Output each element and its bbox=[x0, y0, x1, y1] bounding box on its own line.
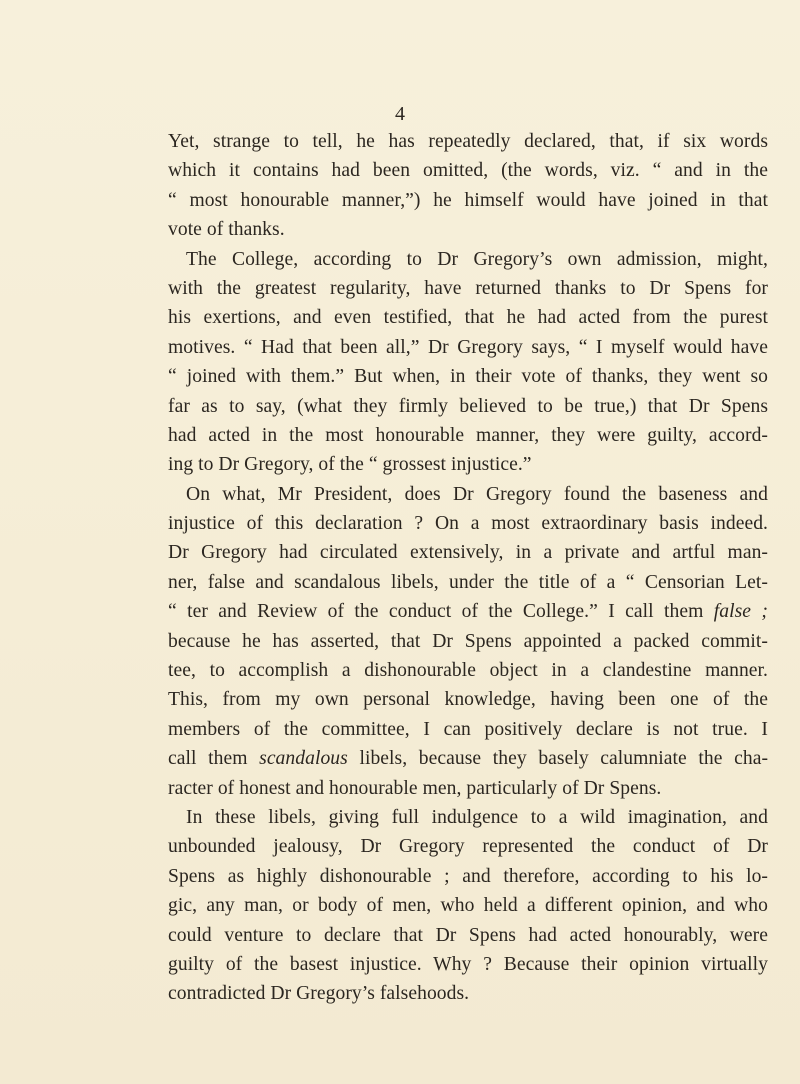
text-line-content: gic, any man, or body of men, who held a different opinion, and who bbox=[168, 895, 768, 917]
text-line bbox=[168, 538, 768, 567]
text-line bbox=[168, 186, 768, 215]
text-line bbox=[168, 597, 768, 626]
text-line-continuation: libels, because they basely calumniate the cha- bbox=[359, 748, 769, 770]
body-text bbox=[168, 127, 768, 1009]
italic-text: scandalous bbox=[259, 748, 348, 770]
text-line-content: had acted in the most honourable manner, they were guilty, accord- bbox=[168, 424, 768, 446]
text-line-content: On what, Mr President, does Dr Gregory found the baseness and bbox=[186, 483, 768, 505]
text-line-content: far as to say, (what they firmly believed to be true,) that Dr Spens bbox=[168, 395, 768, 417]
text-line-content: his exertions, and even testified, that he had acted from the purest bbox=[168, 307, 768, 329]
text-line-content: Spens as highly dishonourable ; and therefore, according to his lo- bbox=[168, 865, 768, 887]
text-line-content: Yet, strange to tell, he has repeatedly declared, that, if six words bbox=[168, 131, 768, 152]
text-line bbox=[168, 921, 768, 950]
text-line-content: vote of thanks. bbox=[168, 219, 285, 241]
text-line bbox=[168, 362, 768, 391]
text-line bbox=[168, 774, 768, 803]
text-line bbox=[168, 891, 768, 920]
text-line bbox=[168, 421, 768, 450]
page-number: 4 bbox=[395, 103, 405, 125]
text-line bbox=[168, 685, 768, 714]
text-line-content: “ most honourable manner,”) he himself would have joined in that bbox=[168, 189, 768, 211]
text-line-content: which it contains had been omitted, (the words, viz. “ and in the bbox=[168, 160, 768, 182]
text-line-content: could venture to declare that Dr Spens had acted honourably, were bbox=[168, 924, 768, 946]
text-line bbox=[168, 803, 768, 832]
text-line-content: call them bbox=[168, 748, 248, 770]
text-line-content: contradicted Dr Gregory’s falsehoods. bbox=[168, 983, 470, 1005]
italic-text: false ; bbox=[713, 601, 768, 623]
text-line-content: guilty of the basest injustice. Why ? Because their opinion virtually bbox=[168, 953, 768, 975]
text-line bbox=[168, 715, 768, 744]
text-line-content: unbounded jealousy, Dr Gregory represented the conduct of Dr bbox=[168, 836, 768, 858]
text-line-content: The College, according to Dr Gregory’s own admission, might, bbox=[186, 248, 768, 270]
text-line bbox=[168, 979, 768, 1008]
text-line bbox=[168, 744, 768, 773]
text-line-content: members of the committee, I can positively declare is not true. I bbox=[168, 718, 768, 740]
text-line-content: Dr Gregory had circulated extensively, in a private and artful man- bbox=[168, 542, 768, 564]
text-line bbox=[168, 303, 768, 332]
text-line bbox=[168, 392, 768, 421]
text-line-content: injustice of this declaration ? On a most extraordinary basis indeed. bbox=[168, 513, 768, 535]
text-line-content: “ joined with them.” But when, in their vote of thanks, they went so bbox=[168, 366, 768, 388]
text-line bbox=[168, 832, 768, 861]
text-line bbox=[168, 215, 768, 244]
text-line-content: In these libels, giving full indulgence to a wild imagination, and bbox=[186, 806, 768, 828]
text-line bbox=[168, 274, 768, 303]
text-line-content: with the greatest regularity, have returned thanks to Dr Spens for bbox=[168, 277, 768, 299]
text-line-content: “ ter and Review of the conduct of the College.” I call them bbox=[168, 601, 704, 623]
text-line-content: racter of honest and honourable men, particularly of Dr Spens. bbox=[168, 777, 662, 799]
text-line bbox=[168, 568, 768, 597]
text-line bbox=[168, 156, 768, 185]
text-line bbox=[168, 245, 768, 274]
text-line bbox=[168, 509, 768, 538]
text-line bbox=[168, 862, 768, 891]
text-line bbox=[168, 480, 768, 509]
text-line-content: This, from my own personal knowledge, having been one of the bbox=[168, 689, 768, 711]
text-line bbox=[168, 333, 768, 362]
text-line-content: ing to Dr Gregory, of the “ grossest injustice.” bbox=[168, 454, 532, 476]
text-line bbox=[168, 127, 768, 156]
text-line-content: tee, to accomplish a dishonourable object in a clandestine manner. bbox=[168, 660, 768, 682]
text-line bbox=[168, 450, 768, 479]
text-line bbox=[168, 627, 768, 656]
text-line bbox=[168, 950, 768, 979]
text-line-content: ner, false and scandalous libels, under the title of a “ Censorian Let- bbox=[168, 571, 768, 593]
text-line-content: motives. “ Had that been all,” Dr Gregory says, “ I myself would have bbox=[168, 336, 768, 358]
text-line bbox=[168, 656, 768, 685]
text-line-content: because he has asserted, that Dr Spens appointed a packed commit- bbox=[168, 630, 768, 652]
